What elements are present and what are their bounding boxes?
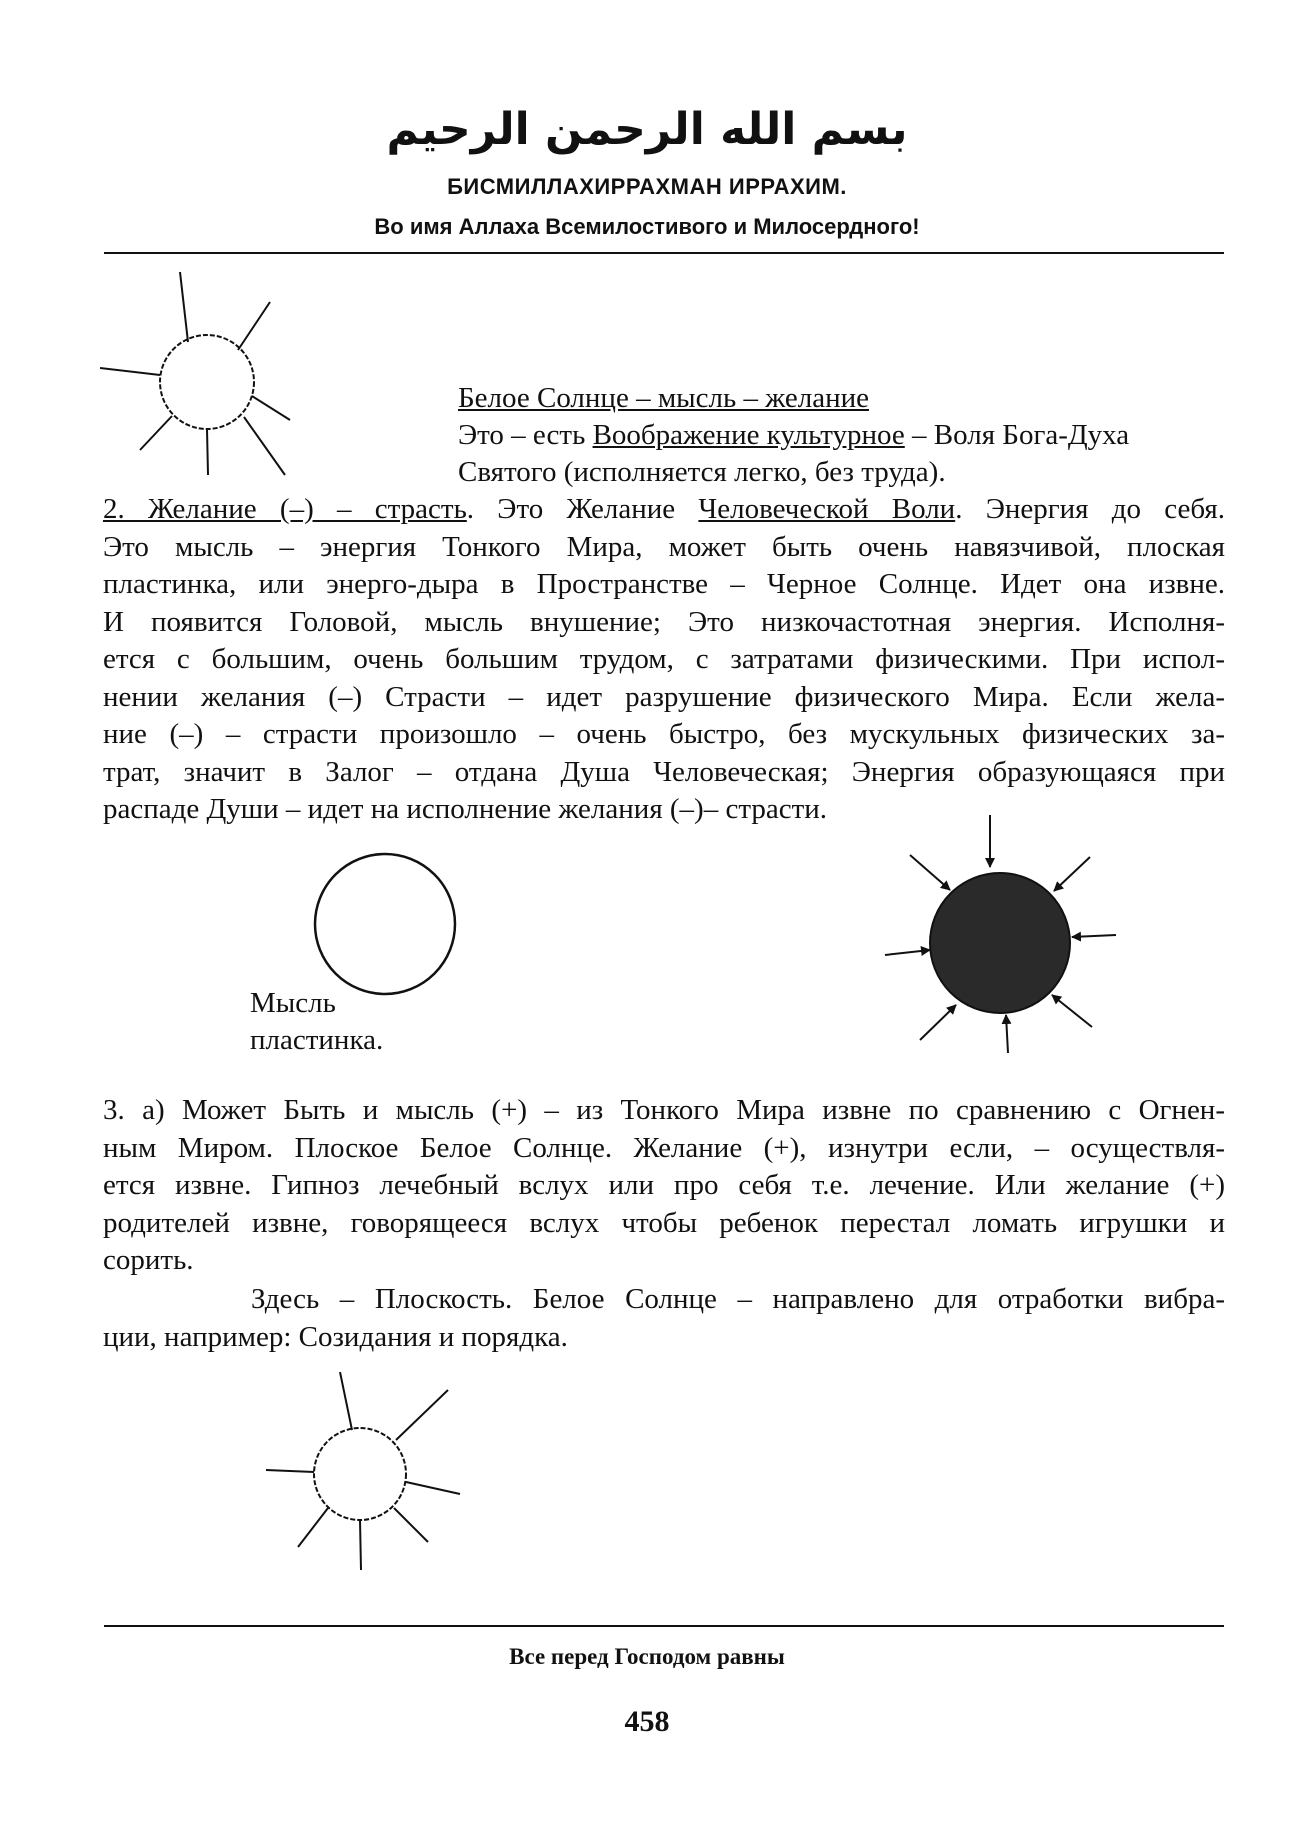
paragraph-2-lead: 2. Желание (–) – страсть. Это Желание Человеческой Воли. Энергия до себя. <box>103 493 1225 525</box>
thought-plate-circle-icon <box>310 852 460 997</box>
paragraph-line: сорить. <box>103 1244 194 1276</box>
white-sun-rays-outward-icon <box>258 1372 468 1572</box>
paragraph-line: распаде Души – идет на исполнение желания (–)– страсти. <box>103 793 828 825</box>
paragraph-line: И появится Головой, мысль внушение; Это низкочастотная энергия. Исполня- <box>103 605 1225 638</box>
paragraph-line: трат, значит в Залог – отдана Душа Человеческая; Энергия образующаяся при <box>103 755 1225 788</box>
paragraph-line: нении желания (–) Страсти – идет разрушение физического Мира. Если жела- <box>103 680 1225 713</box>
paragraph-4 <box>103 1281 1225 1356</box>
paragraph-line: Это мысль – энергия Тонкого Мира, может быть очень навязчивой, плоская <box>103 530 1225 563</box>
page-header-title: БИСМИЛЛАХИРРАХМАН ИРРАХИМ. <box>447 174 847 199</box>
paragraph-2 <box>103 491 1225 829</box>
page-number: 458 <box>624 1705 670 1738</box>
paragraph-line: родителей извне, говорящееся вслух чтобы ребенок перестал ломать игрушки и <box>103 1206 1225 1239</box>
header-rule <box>104 252 1224 254</box>
paragraph-line: ным Миром. Плоское Белое Солнце. Желание (+), изнутри если, – осуществля- <box>103 1131 1225 1164</box>
paragraph-line: пластинка, или энерго-дыра в Пространстве – Черное Солнце. Идет она извне. <box>103 568 1225 600</box>
paragraph-line: Здесь – Плоскость. Белое Солнце – направлено для отработки вибра- <box>251 1283 1225 1315</box>
page-header-subtitle: Во имя Аллаха Всемилостивого и Милосердного! <box>374 214 920 239</box>
sun-line-3: Святого (исполняется легко, без труда). <box>458 456 946 488</box>
black-sun-arrows-inward-icon <box>880 815 1120 1055</box>
paragraph-line: ние (–) – страсти произошло – очень быстро, без мускульных физических за- <box>103 718 1225 750</box>
paragraph-3 <box>103 1092 1225 1280</box>
figure-caption-line-1: Мысль <box>250 987 336 1019</box>
svg-text:بسم الله الرحمن الرحيم: بسم الله الرحمن الرحيم <box>386 104 908 155</box>
figure-caption-line-2: пластинка. <box>250 1024 384 1056</box>
paragraph-line: 3. а) Может Быть и мысль (+) – из Тонкого Мира извне по сравнению с Огнен- <box>103 1094 1225 1126</box>
sun-line-2: Это – есть Воображение культурное – Воля Бога-Духа <box>458 419 1130 451</box>
sun-heading: Белое Солнце – мысль – желание <box>458 382 869 414</box>
bismillah-calligraphy <box>0 92 1294 164</box>
paragraph-line: ется с большим, очень большим трудом, с затратами физическими. При испол- <box>103 643 1225 675</box>
footer-rule <box>104 1625 1224 1627</box>
white-sun-rays-outward-icon <box>100 270 300 490</box>
paragraph-line: ется извне. Гипноз лечебный вслух или про себя т.е. лечение. Или желание (+) <box>103 1169 1225 1201</box>
footer-text: Все перед Господом равны <box>509 1644 785 1669</box>
paragraph-line: ции, например: Созидания и порядка. <box>103 1320 568 1353</box>
